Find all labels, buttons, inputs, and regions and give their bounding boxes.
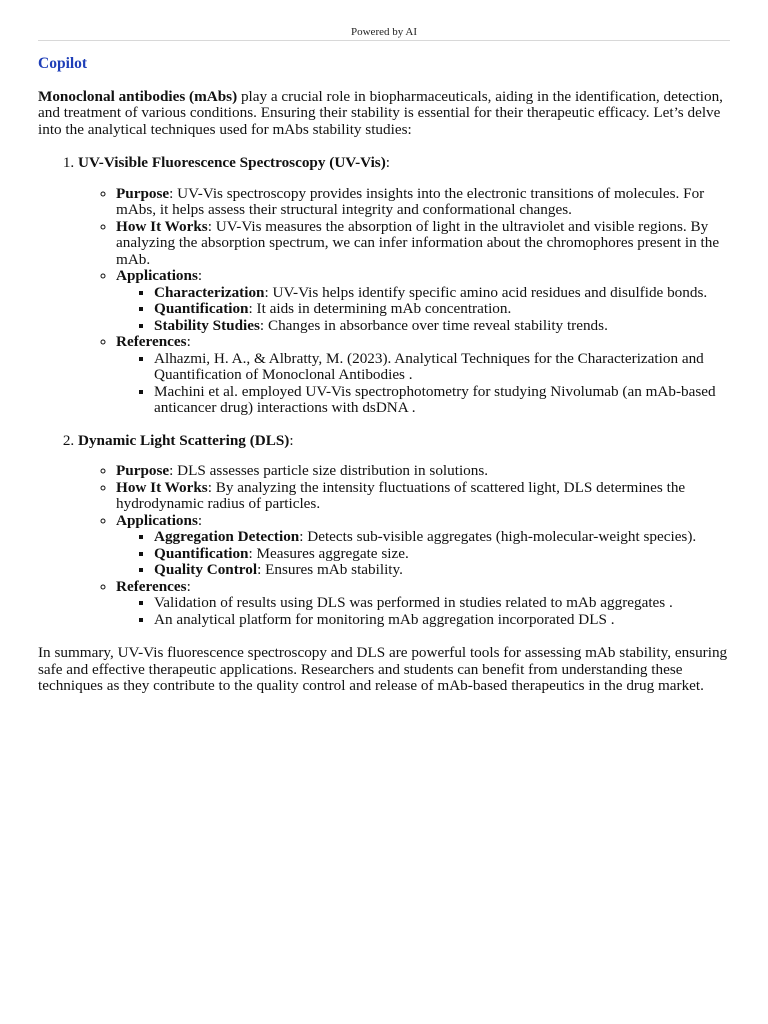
summary-paragraph: In summary, UV-Vis fluorescence spectroscopy and DLS are powerful tools for assessing mAb stability, ensuring safe and effective therapeutic applications. Researchers and students can benefit from understanding these techniques as they contribute to the quality control and release of mAb-based therapeutics in the drug market. <box>38 644 728 694</box>
application-item <box>154 318 730 335</box>
application-item <box>154 546 730 563</box>
purpose-text: : DLS assesses particle size distribution in solutions. <box>169 462 489 479</box>
how-text: : By analyzing the intensity fluctuations of scattered light, DLS determines the hydrodynamic radius of particles. <box>116 478 686 512</box>
purpose-item <box>116 186 730 219</box>
technique-item-dls <box>78 433 730 629</box>
how-label: How It Works <box>116 217 208 235</box>
reference-item: ▪ Machini et al. employed UV-Vis spectrophotometry for studying Nivolumab (an mAb-based anticancer drug) interactions with dsDNA . <box>154 384 730 417</box>
reference-item: ▪ Validation of results using DLS was performed in studies related to mAb aggregates . <box>154 595 730 612</box>
details-list <box>78 186 730 417</box>
references-label: References <box>116 333 187 350</box>
references-suffix: : <box>186 333 191 350</box>
application-item <box>154 301 730 318</box>
application-text: : Changes in absorbance over time reveal stability trends. <box>259 316 608 334</box>
application-label: Characterization <box>154 283 265 301</box>
intro-text: play a crucial role in biopharmaceuticals, aiding in the identification, detection, and treatment of various conditions. Ensuring their stability is essential for their therapeutic efficacy. Let’s delve into the analytical techniques used for mAbs stability studies: <box>38 87 723 138</box>
powered-by-header: Powered by AI <box>38 0 730 41</box>
application-item <box>154 562 730 579</box>
how-it-works-item <box>116 480 730 513</box>
applications-list <box>116 285 730 335</box>
purpose-label: Purpose <box>116 184 170 202</box>
references-list <box>116 351 730 417</box>
intro-paragraph <box>38 89 730 139</box>
applications-label: Applications <box>116 511 198 529</box>
how-text: : UV-Vis measures the absorption of light in the ultraviolet and visible regions. By analyzing the absorption spectrum, we can infer information about the chromophores present in the mAb. <box>116 217 720 268</box>
how-label: How It Works <box>116 478 208 496</box>
application-item <box>154 529 730 546</box>
application-text: : Ensures mAb stability. <box>257 561 403 578</box>
application-item <box>154 285 730 302</box>
section-title-suffix: : <box>385 154 391 171</box>
section-title <box>78 433 730 450</box>
application-label: Quantification <box>154 544 249 562</box>
application-label: Stability Studies <box>154 316 260 334</box>
applications-item <box>116 268 730 334</box>
intro-bold-term: Monoclonal antibodies (mAbs) <box>38 87 238 105</box>
applications-item <box>116 513 730 579</box>
techniques-list <box>38 155 730 628</box>
application-label: Quality Control <box>154 561 258 578</box>
application-text: : It aids in determining mAb concentration. <box>248 300 512 317</box>
section-title-bold: Dynamic Light Scattering (DLS) <box>78 431 290 449</box>
purpose-text: : UV-Vis spectroscopy provides insights into the electronic transitions of molecules. For mAbs, it helps assess their structural integrity and conformational changes. <box>116 184 705 218</box>
application-text: : Detects sub-visible aggregates (high-molecular-weight species). <box>299 528 697 545</box>
application-label: Aggregation Detection <box>154 528 300 545</box>
purpose-label: Purpose <box>116 462 170 479</box>
technique-item-uv-vis <box>78 155 730 417</box>
copilot-brand-title: Copilot <box>38 55 88 72</box>
reference-item: ▪ Alhazmi, H. A., & Albratty, M. (2023). Analytical Techniques for the Characterization and Quantification of Monoclonal Antibodies . <box>154 351 730 384</box>
purpose-item <box>116 463 730 480</box>
application-text: : Measures aggregate size. <box>248 544 409 562</box>
applications-suffix: : <box>197 511 203 529</box>
applications-suffix: : <box>197 267 203 284</box>
references-label: References <box>116 577 187 595</box>
references-suffix: : <box>186 577 191 595</box>
references-item <box>116 334 730 417</box>
applications-label: Applications <box>116 267 198 284</box>
application-text: : UV-Vis helps identify specific amino acid residues and disulfide bonds. <box>264 283 708 301</box>
how-it-works-item <box>116 219 730 269</box>
details-list <box>78 463 730 628</box>
applications-list <box>116 529 730 579</box>
reference-item: ▪ An analytical platform for monitoring mAb aggregation incorporated DLS . <box>154 612 730 629</box>
references-item <box>116 579 730 629</box>
application-label: Quantification <box>154 300 249 317</box>
section-title-suffix: : <box>289 431 294 449</box>
section-title-bold: UV-Visible Fluorescence Spectroscopy (UV-Vis) <box>78 154 386 171</box>
section-title <box>78 155 730 172</box>
references-list <box>116 595 730 628</box>
